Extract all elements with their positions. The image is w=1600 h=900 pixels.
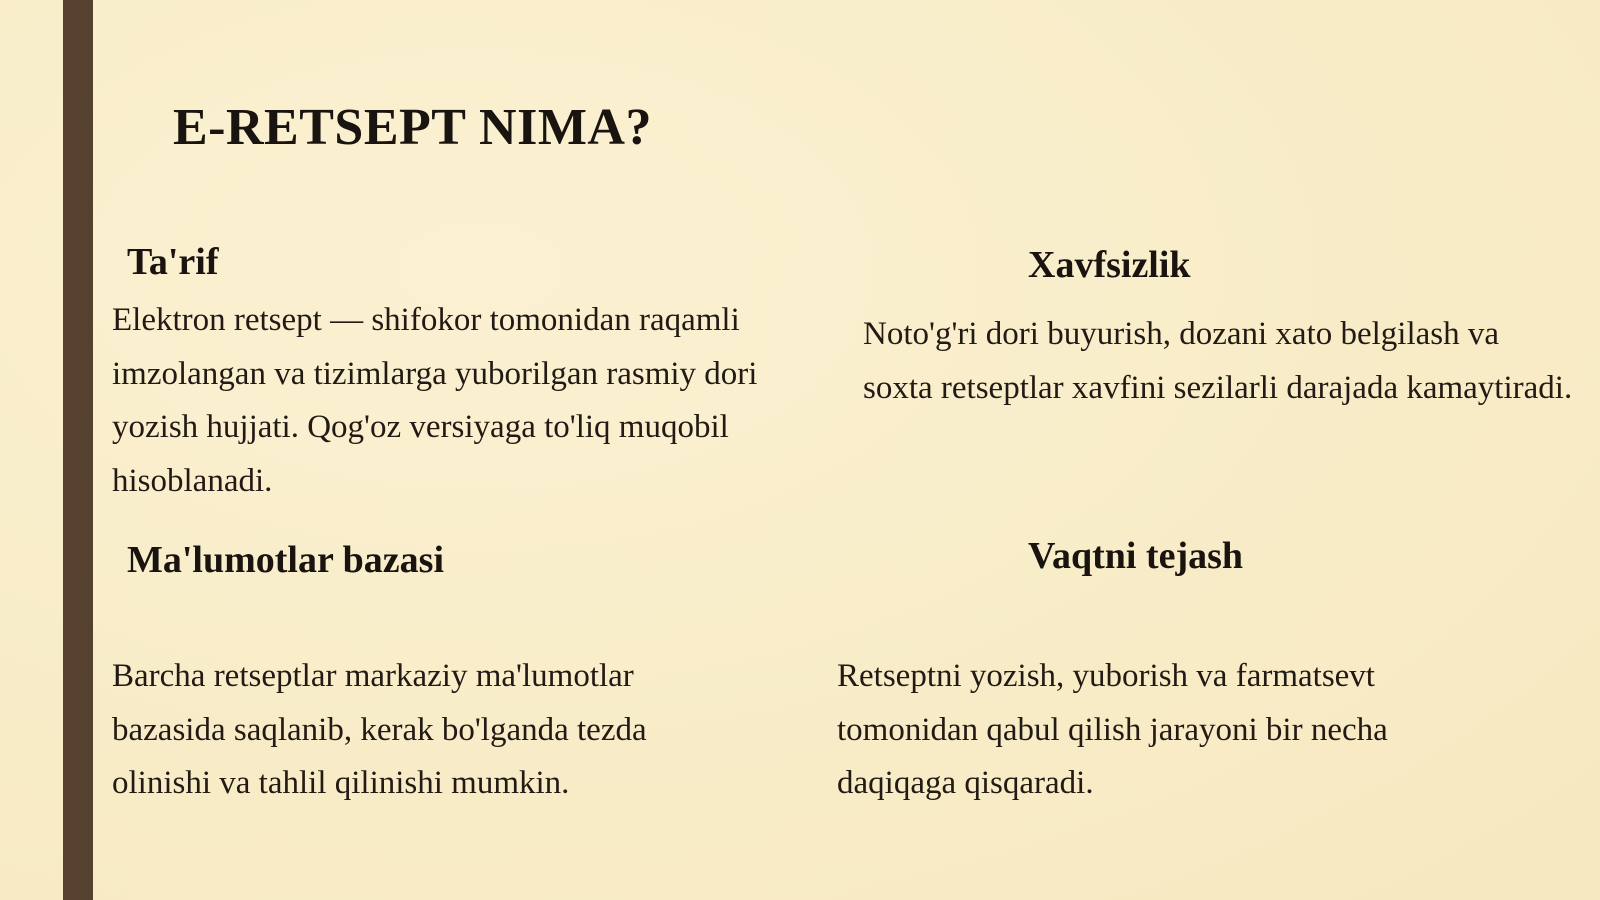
section-body-malumotlar-bazasi: Barcha retseptlar markaziy ma'lumotlar bazasida saqlanib, kerak bo'lganda tezda olinishi va tahlil qilinishi mumkin. [112, 658, 647, 801]
section-body-xavfsizlik: Noto'g'ri dori buyurish, dozani xato belgilash va soxta retseptlar xavfini sezilarli darajada kamaytiradi. [863, 316, 1573, 406]
section-body-tarif: Elektron retsept — shifokor tomonidan raqamli imzolangan va tizimlarga yuborilgan rasmiy dori yozish hujjati. Qog'oz versiyaga to'liq muqobil hisoblanadi. [112, 302, 758, 499]
section-heading-malumotlar-bazasi: Ma'lumotlar bazasi [127, 539, 445, 581]
accent-bar [63, 0, 93, 900]
section-heading-tarif: Ta'rif [127, 241, 219, 283]
slide-title: E-RETSEPT NIMA? [173, 99, 652, 156]
section-body-vaqtni-tejash: Retseptni yozish, yuborish va farmatsevt tomonidan qabul qilish jarayoni bir necha daqiqaga qisqaradi. [837, 658, 1388, 801]
section-heading-xavfsizlik: Xavfsizlik [1028, 244, 1191, 286]
section-heading-vaqtni-tejash: Vaqtni tejash [1028, 535, 1244, 577]
